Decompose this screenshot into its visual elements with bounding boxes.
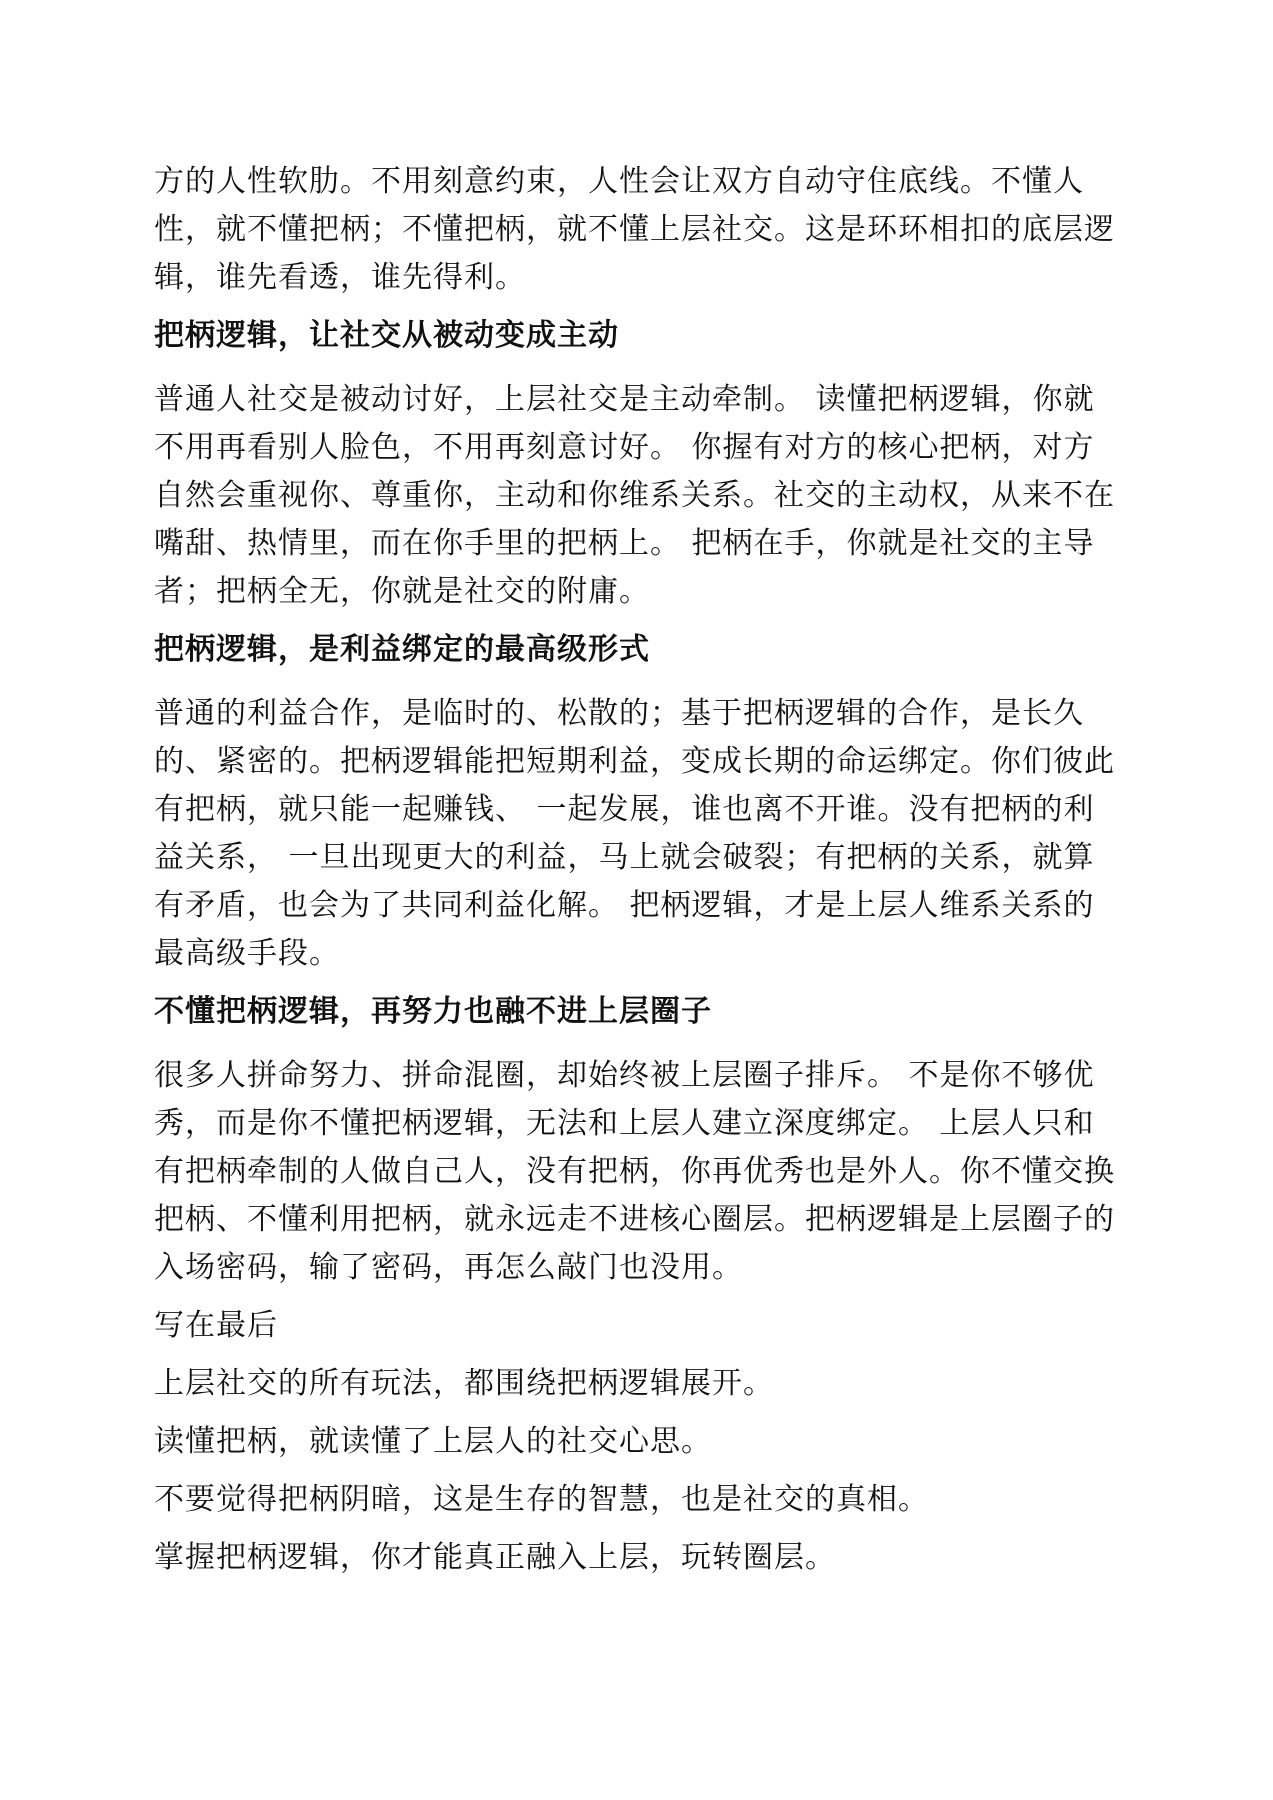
paragraph-closing-3: 不要觉得把柄阴暗，这是生存的智慧，也是社交的真相。 xyxy=(154,1482,929,1517)
paragraph-closing-title: 写在最后 xyxy=(154,1308,278,1343)
paragraph-closing-4: 掌握把柄逻辑，你才能真正融入上层，玩转圈层。 xyxy=(154,1540,836,1575)
paragraph-binding: 普通的利益合作，是临时的、松散的；基于把柄逻辑的合作，是长久的、紧密的。把柄逻辑能把短期利益，变成长期的命运绑定。你们彼此有把柄，就只能一起赚钱、 一起发展，谁也离不开谁。没有把柄的利益关系， 一旦出现更大的利益，马上就会破裂；有把柄的关系，就算有矛盾，也会为了共同利益化解。 把柄逻辑，才是上层人维系关系的最高级手段。 xyxy=(154,696,1115,971)
section-heading-active: 把柄逻辑，让社交从被动变成主动 xyxy=(154,318,619,353)
paragraph-closing-2: 读懂把柄，就读懂了上层人的社交心思。 xyxy=(154,1424,712,1459)
section-heading-circle: 不懂把柄逻辑，再努力也融不进上层圈子 xyxy=(154,994,712,1029)
paragraph-closing-1: 上层社交的所有玩法，都围绕把柄逻辑展开。 xyxy=(154,1366,774,1401)
paragraph-circle: 很多人拼命努力、拼命混圈，却始终被上层圈子排斥。 不是你不够优秀，而是你不懂把柄逻辑，无法和上层人建立深度绑定。 上层人只和有把柄牵制的人做自己人，没有把柄，你再优秀也是外人。你不懂交换把柄、不懂利用把柄，就永远走不进核心圈层。把柄逻辑是上层圈子的入场密码，输了密码，再怎么敲门也没用。 xyxy=(154,1058,1115,1285)
document-page xyxy=(154,158,1122,1582)
section-heading-binding: 把柄逻辑，是利益绑定的最高级形式 xyxy=(154,632,650,667)
paragraph-intro: 方的人性软肋。不用刻意约束，人性会让双方自动守住底线。不懂人性，就不懂把柄；不懂把柄，就不懂上层社交。这是环环相扣的底层逻辑，谁先看透，谁先得利。 xyxy=(154,164,1115,295)
paragraph-active: 普通人社交是被动讨好，上层社交是主动牵制。 读懂把柄逻辑，你就不用再看别人脸色，不用再刻意讨好。 你握有对方的核心把柄，对方自然会重视你、尊重你，主动和你维系关系。社交的主动权，从来不在嘴甜、热情里，而在你手里的把柄上。 把柄在手，你就是社交的主导者；把柄全无，你就是社交的附庸。 xyxy=(154,382,1115,609)
